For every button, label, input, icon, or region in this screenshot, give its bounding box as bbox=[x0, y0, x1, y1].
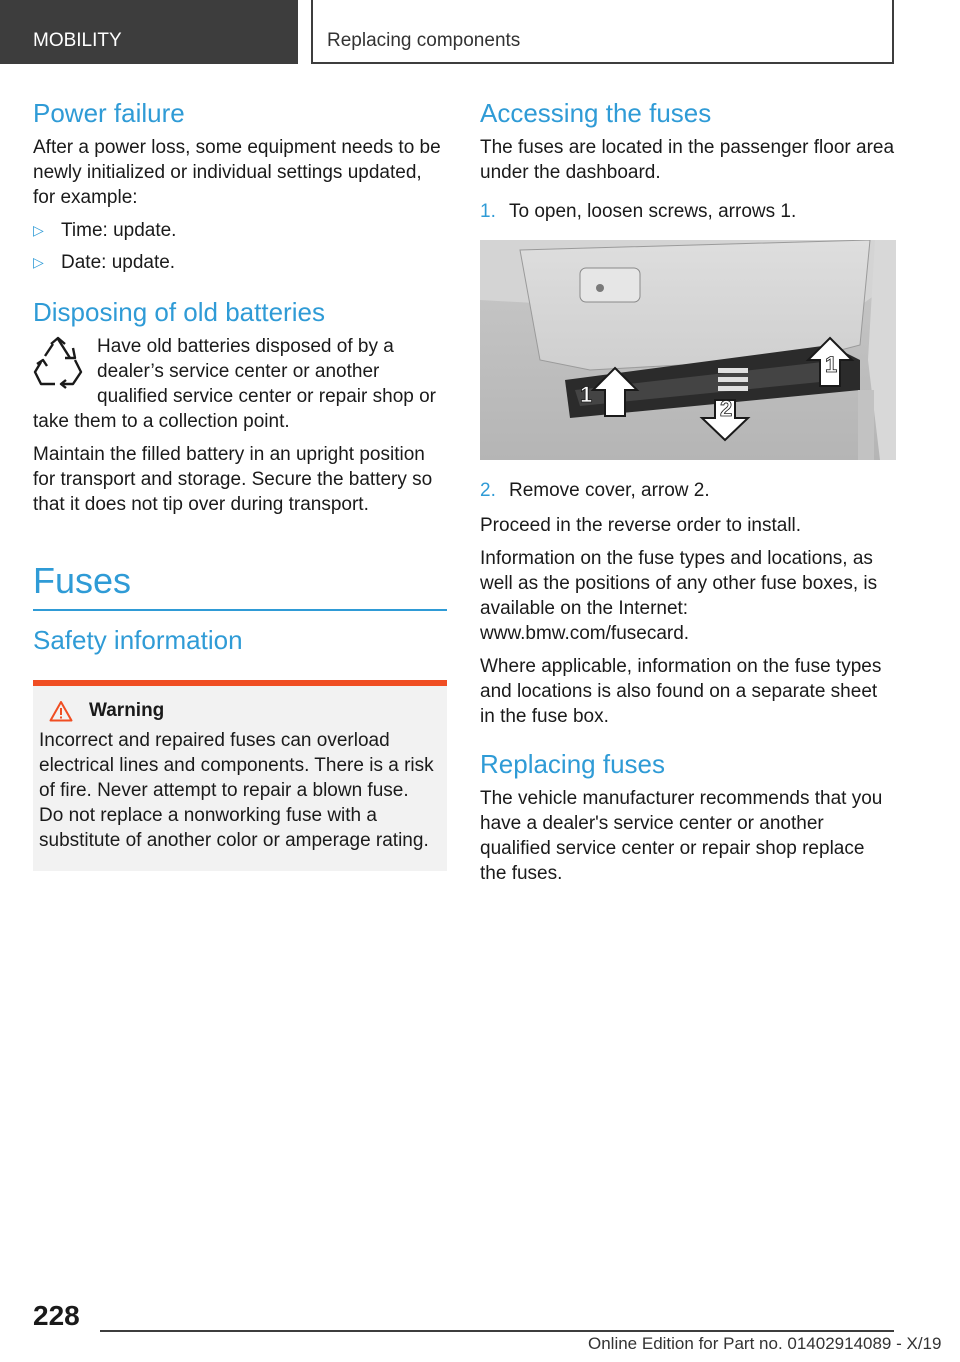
photo-label-arrow1-left: 1 bbox=[580, 382, 593, 408]
warning-title bbox=[39, 700, 437, 722]
left-column bbox=[33, 98, 447, 871]
warning-label: Warning bbox=[89, 699, 165, 721]
power-failure-heading: Power failure bbox=[33, 98, 185, 128]
replacing-text: The vehicle manufacturer recommends that you have a dealer's service center or another qualified service center or repair shop replace the fuses. bbox=[480, 788, 883, 885]
list-item: 2. Remove cover, arrow 2. bbox=[480, 480, 710, 502]
safety-heading: Safety information bbox=[33, 624, 243, 655]
disposing-block bbox=[33, 334, 447, 434]
accessing-text: The fuses are located in the passenger floor area under the dashboard. bbox=[480, 137, 895, 184]
footer-edition: Online Edition for Part no. 01402914089 - X/19 bbox=[588, 1334, 942, 1353]
footer-divider bbox=[100, 1330, 894, 1332]
warning-text: Incorrect and repaired fuses can overload electrical lines and components. There is a risk of fire. Never attempt to repair a blown fuse. Do not replace a nonworking fuse with a substitute of another color or amperage rating. bbox=[39, 729, 434, 851]
header-chapter-tab bbox=[311, 0, 894, 64]
header-section-tab bbox=[0, 0, 298, 64]
warning-triangle-icon bbox=[49, 700, 73, 722]
photo-label-arrow2: 2 bbox=[720, 396, 733, 422]
header-section-label: MOBILITY bbox=[33, 30, 122, 51]
steps-list-2 bbox=[480, 478, 896, 503]
list-item: ▷ Date: update. bbox=[33, 252, 176, 274]
list-item: 1. To open, loosen screws, arrows 1. bbox=[480, 201, 797, 223]
photo-label-arrow1-right: 1 bbox=[825, 352, 838, 378]
fuses-divider bbox=[33, 609, 447, 611]
fuse-cover-photo bbox=[480, 240, 896, 460]
bullet-marker-icon: ▷ bbox=[33, 254, 44, 271]
list-item: ▷ Time: update. bbox=[33, 220, 177, 242]
power-failure-text: After a power loss, some equipment needs to be newly initialized or individual settings updated, for example: bbox=[33, 137, 441, 209]
maintain-text: Maintain the filled battery in an upright position for transport and storage. Secure the battery so that it does not tip over during transport. bbox=[33, 444, 433, 516]
info-text: Information on the fuse types and locations, as well as the positions of any other fuse boxes, is available on the Internet: www.bmw.com/fusecard. bbox=[480, 548, 878, 645]
warning-box bbox=[33, 680, 447, 871]
disposing-text: Have old batteries disposed of by a dealer’s service center or another qualified service center or repair shop or take them to a collection point. bbox=[33, 336, 437, 433]
where-text: Where applicable, information on the fuse types and locations is also found on a separate sheet in the fuse box. bbox=[480, 656, 882, 728]
disposing-heading: Disposing of old batteries bbox=[33, 297, 325, 328]
reverse-text: Proceed in the reverse order to install. bbox=[480, 515, 802, 537]
power-failure-list bbox=[33, 218, 447, 275]
accessing-heading: Accessing the fuses bbox=[480, 98, 712, 128]
recycle-icon bbox=[33, 336, 83, 392]
steps-list-1 bbox=[480, 199, 896, 224]
replacing-heading: Replacing fuses bbox=[480, 749, 665, 780]
page-number: 228 bbox=[33, 1300, 80, 1331]
bullet-marker-icon: ▷ bbox=[33, 222, 44, 239]
right-column bbox=[480, 98, 896, 894]
header-chapter-label: Replacing components bbox=[327, 30, 521, 51]
fuses-heading: Fuses bbox=[33, 560, 132, 602]
